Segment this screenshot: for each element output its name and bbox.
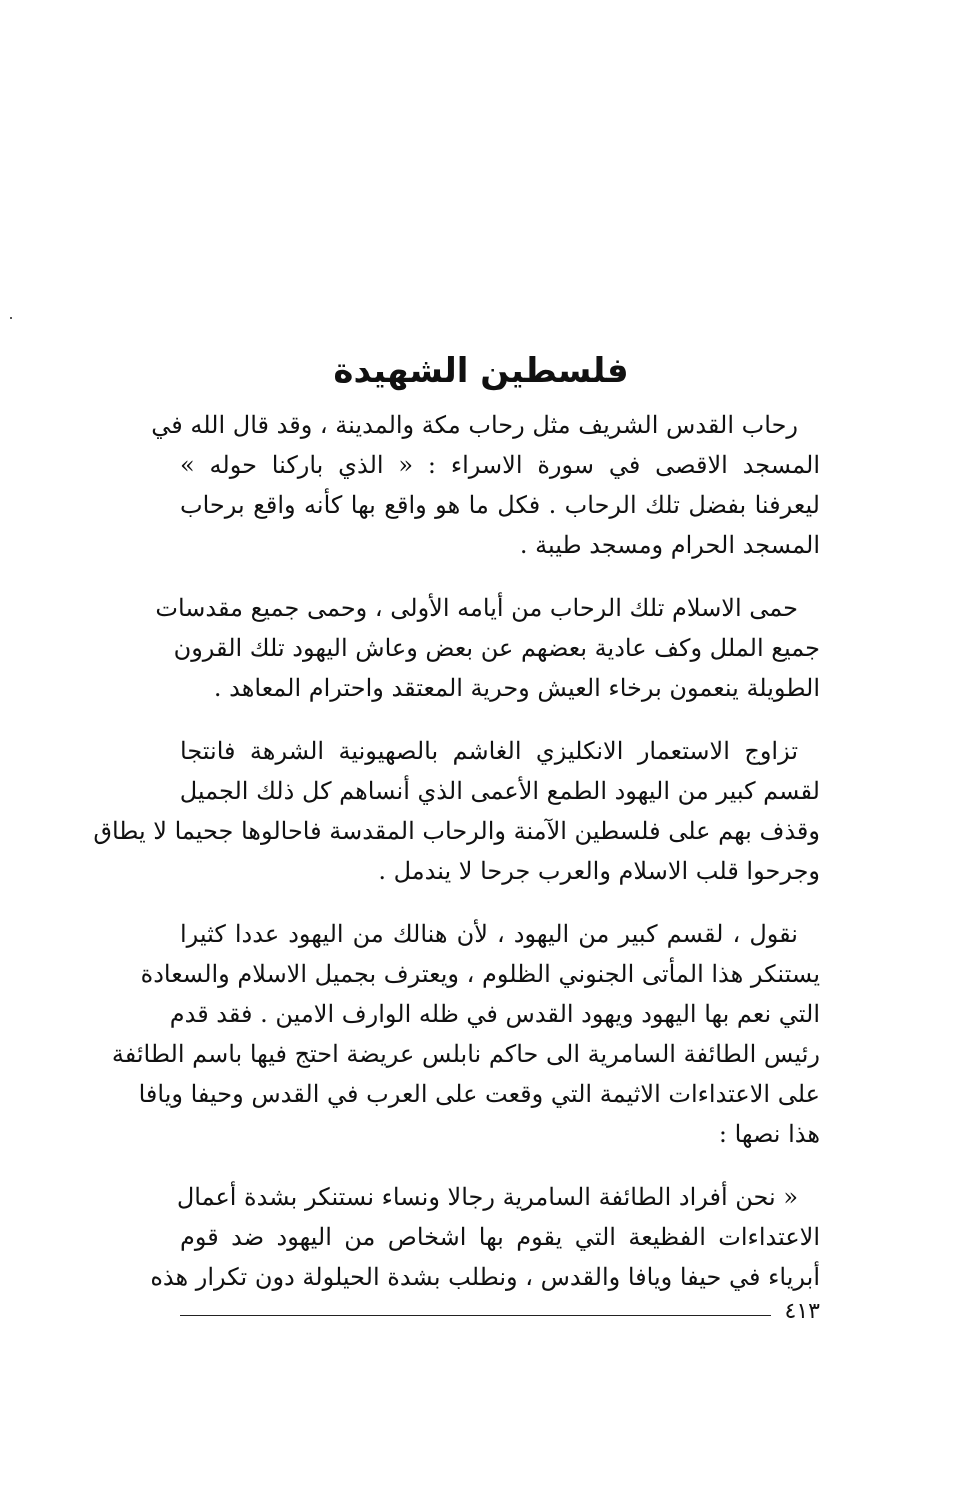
text-line: « نحن أفراد الطائفة السامرية رجالا ونساء نستنكر بشدة أعمال	[176, 1183, 798, 1211]
text-line: جميع الملل وكف عادية بعضهم عن بعض وعاش اليهود تلك القرون	[173, 634, 820, 662]
text-line: على الاعتداءات الاثيمة التي وقعت على العرب في القدس وحيفا ويافا	[138, 1080, 820, 1108]
page-number: ٤١٣	[784, 1299, 820, 1324]
body-text	[93, 405, 821, 1297]
text-line: نقول ، لقسم كبير من اليهود ، لأن هنالك من اليهود عددا كثيرا	[180, 920, 798, 948]
text-line: المسجد الاقصى في سورة الاسراء : « الذي باركنا حوله »	[180, 451, 820, 479]
text-line: تزاوج الاستعمار الانكليزي الغاشم بالصهيونية الشرهة فانتجا	[180, 737, 798, 765]
text-line: وجرحوا قلب الاسلام والعرب جرحا لا يندمل .	[378, 857, 820, 885]
text-line: الطويلة ينعمون برخاء العيش وحرية المعتقد واحترام المعاهد .	[213, 674, 820, 702]
text-line: لقسم كبير من اليهود الطمع الأعمى الذي أنساهم كل ذلك الجميل	[179, 777, 820, 805]
paragraph-2	[155, 588, 820, 708]
text-line: رئيس الطائفة السامرية الى حاكم نابلس عريضة احتج فيها باسم الطائفة	[111, 1040, 820, 1068]
text-line: حمى الاسلام تلك الرحاب من أيامه الأولى ، وحمى جميع مقدسات	[155, 594, 798, 622]
text-line: المسجد الحرام ومسجد طيبة .	[519, 531, 820, 559]
chapter-title: فلسطين الشهيدة	[333, 350, 629, 391]
paragraph-4	[111, 914, 820, 1154]
scan-speck	[10, 317, 12, 319]
paragraph-1	[151, 405, 820, 565]
text-line: يستنكر هذا المأتى الجنوني الظلوم ، ويعترف بجميل الاسلام والسعادة	[140, 960, 820, 988]
text-line: وقذف بهم على فلسطين الآمنة والرحاب المقدسة فاحالوها جحيما لا يطاق	[93, 817, 820, 845]
text-line: أبرياء في حيفا ويافا والقدس ، ونطلب بشدة الحيلولة دون تكرار هذه	[150, 1263, 820, 1291]
text-line: التي نعم بها اليهود ويهود القدس في ظله الوارف الامين . فقد قدم	[169, 1000, 820, 1028]
footer-rule	[180, 1315, 771, 1316]
page-footer	[180, 1292, 820, 1332]
text-line: هذا نصها :	[718, 1120, 820, 1148]
paragraph-5-quote	[150, 1177, 821, 1297]
paragraph-3	[93, 731, 820, 891]
text-line: الاعتداءات الفظيعة التي يقوم بها اشخاص من اليهود ضد قوم	[180, 1223, 821, 1251]
text-line: ليعرفنا بفضل تلك الرحاب . فكل ما هو واقع بها كأنه واقع برحاب	[180, 491, 820, 519]
text-line: رحاب القدس الشريف مثل رحاب مكة والمدينة ، وقد قال الله في	[151, 411, 798, 439]
